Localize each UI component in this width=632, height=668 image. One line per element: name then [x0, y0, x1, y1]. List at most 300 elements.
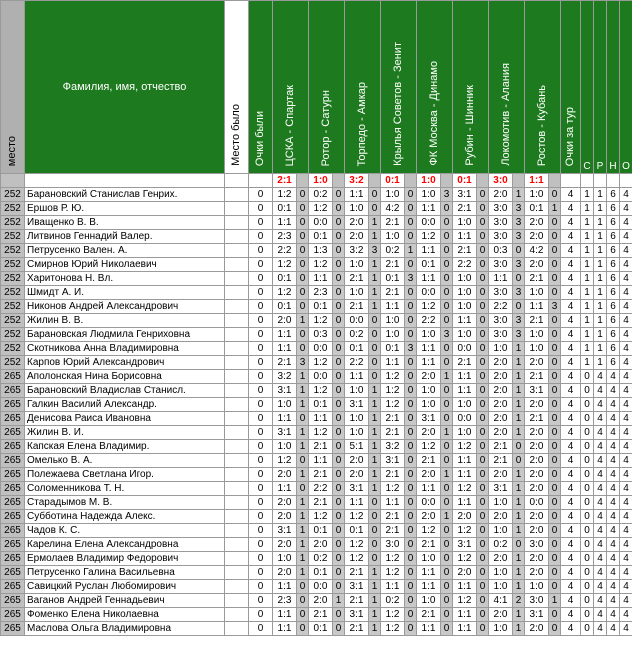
bet-points-cell: 3 — [513, 286, 525, 300]
bet-points-cell: 0 — [513, 300, 525, 314]
participant-name: Аполонская Нина Борисовна — [25, 370, 225, 384]
bet-points-cell: 0 — [549, 538, 561, 552]
header-o: О — [620, 1, 632, 174]
previous-points-cell: 0 — [249, 594, 273, 608]
table-row — [1, 510, 632, 524]
bet-score-cell: 2:2 — [273, 244, 297, 258]
header-match-8: Ростов - Кубань — [525, 1, 561, 174]
bet-points-cell: 0 — [405, 496, 417, 510]
header-row — [1, 1, 632, 174]
bet-score-cell: 0:1 — [309, 566, 333, 580]
bet-score-cell: 1:1 — [453, 370, 477, 384]
n-cell: 6 — [607, 328, 620, 342]
bet-score-cell: 0:1 — [309, 398, 333, 412]
o-cell: 4 — [620, 286, 632, 300]
previous-place-cell — [225, 356, 249, 370]
n-cell: 6 — [607, 300, 620, 314]
bet-points-cell: 3 — [369, 244, 381, 258]
bet-score-cell: 2:1 — [417, 538, 441, 552]
bet-points-cell: 0 — [441, 412, 453, 426]
bet-score-cell: 1:2 — [381, 398, 405, 412]
bet-points-cell: 0 — [477, 496, 489, 510]
bet-points-cell: 0 — [333, 524, 345, 538]
bet-score-cell: 1:0 — [345, 412, 369, 426]
bet-score-cell: 1:1 — [417, 272, 441, 286]
bet-points-cell: 0 — [369, 188, 381, 202]
bet-score-cell: 1:0 — [489, 566, 513, 580]
bet-points-cell: 0 — [549, 566, 561, 580]
bet-points-cell: 0 — [549, 440, 561, 454]
place-cell: 265 — [1, 454, 25, 468]
bet-score-cell: 0:1 — [309, 300, 333, 314]
previous-place-cell — [225, 552, 249, 566]
s-cell: 1 — [581, 216, 594, 230]
result-4: 0:1 — [381, 174, 405, 188]
table-row — [1, 398, 632, 412]
bet-score-cell: 2:3 — [273, 230, 297, 244]
result-2: 1:0 — [309, 174, 333, 188]
s-cell: 0 — [581, 454, 594, 468]
bet-score-cell: 1:1 — [417, 580, 441, 594]
bet-points-cell: 0 — [441, 580, 453, 594]
bet-points-cell: 1 — [369, 230, 381, 244]
bet-score-cell: 3:0 — [489, 202, 513, 216]
bet-score-cell: 2:0 — [489, 412, 513, 426]
bet-points-cell: 0 — [477, 454, 489, 468]
r-cell: 1 — [594, 244, 607, 258]
bet-points-cell: 1 — [549, 594, 561, 608]
previous-place-cell — [225, 272, 249, 286]
n-cell: 6 — [607, 216, 620, 230]
bet-score-cell: 3:1 — [273, 524, 297, 538]
previous-place-cell — [225, 244, 249, 258]
bet-points-cell: 0 — [405, 468, 417, 482]
bet-score-cell: 1:1 — [273, 482, 297, 496]
place-cell: 252 — [1, 356, 25, 370]
place-cell: 252 — [1, 342, 25, 356]
o-cell: 4 — [620, 594, 632, 608]
bet-points-cell: 0 — [477, 524, 489, 538]
participant-name: Смирнов Юрий Николаевич — [25, 258, 225, 272]
participant-name: Ершов Р. Ю. — [25, 202, 225, 216]
bet-points-cell: 0 — [549, 230, 561, 244]
bet-score-cell: 1:0 — [345, 202, 369, 216]
bet-score-cell: 2:0 — [345, 230, 369, 244]
bet-points-cell: 0 — [441, 314, 453, 328]
previous-points-cell: 0 — [249, 454, 273, 468]
bet-score-cell: 0:0 — [309, 370, 333, 384]
n-cell: 4 — [607, 496, 620, 510]
bet-points-cell: 0 — [405, 370, 417, 384]
bet-points-cell: 0 — [297, 230, 309, 244]
bet-score-cell: 2:0 — [489, 188, 513, 202]
bet-points-cell: 0 — [297, 608, 309, 622]
bet-score-cell: 1:1 — [309, 454, 333, 468]
bet-points-cell: 0 — [369, 538, 381, 552]
bet-points-cell: 0 — [549, 188, 561, 202]
s-cell: 0 — [581, 496, 594, 510]
bet-points-cell: 0 — [405, 202, 417, 216]
bet-score-cell: 0:0 — [417, 286, 441, 300]
table-row — [1, 426, 632, 440]
bet-points-cell: 0 — [441, 524, 453, 538]
tour-points-cell: 4 — [561, 538, 581, 552]
bet-score-cell: 2:1 — [345, 566, 369, 580]
place-cell: 252 — [1, 202, 25, 216]
previous-points-cell: 0 — [249, 622, 273, 636]
bet-score-cell: 2:1 — [489, 454, 513, 468]
bet-points-cell: 0 — [405, 230, 417, 244]
bet-score-cell: 2:1 — [417, 608, 441, 622]
bet-score-cell: 2:0 — [489, 510, 513, 524]
bet-score-cell: 1:0 — [453, 272, 477, 286]
participant-name: Маслова Ольга Владимировна — [25, 622, 225, 636]
bet-points-cell: 0 — [477, 202, 489, 216]
bet-points-cell: 1 — [297, 496, 309, 510]
bet-score-cell: 2:0 — [453, 510, 477, 524]
bet-points-cell: 0 — [405, 524, 417, 538]
bet-score-cell: 1:1 — [273, 342, 297, 356]
table-row — [1, 440, 632, 454]
place-cell: 252 — [1, 258, 25, 272]
bet-points-cell: 1 — [513, 342, 525, 356]
table-row — [1, 384, 632, 398]
place-cell: 265 — [1, 468, 25, 482]
previous-points-cell: 0 — [249, 230, 273, 244]
tour-points-cell: 4 — [561, 202, 581, 216]
bet-points-cell: 0 — [369, 314, 381, 328]
o-cell: 4 — [620, 426, 632, 440]
previous-points-cell: 0 — [249, 300, 273, 314]
bet-score-cell: 1:2 — [453, 552, 477, 566]
bet-points-cell: 0 — [405, 594, 417, 608]
bet-points-cell: 0 — [549, 426, 561, 440]
previous-place-cell — [225, 202, 249, 216]
table-row — [1, 412, 632, 426]
bet-score-cell: 2:0 — [417, 370, 441, 384]
bet-points-cell: 0 — [405, 384, 417, 398]
result-6: 0:1 — [453, 174, 477, 188]
bet-score-cell: 1:1 — [381, 356, 405, 370]
place-cell: 265 — [1, 580, 25, 594]
bet-score-cell: 1:1 — [453, 496, 477, 510]
bet-points-cell: 1 — [369, 594, 381, 608]
bet-points-cell: 1 — [513, 384, 525, 398]
r-cell: 1 — [594, 230, 607, 244]
bet-points-cell: 0 — [369, 370, 381, 384]
bet-score-cell: 1:2 — [417, 524, 441, 538]
bet-points-cell: 0 — [549, 314, 561, 328]
bet-score-cell: 2:0 — [489, 552, 513, 566]
place-cell: 252 — [1, 286, 25, 300]
s-cell: 0 — [581, 412, 594, 426]
tour-points-cell: 4 — [561, 300, 581, 314]
previous-points-cell: 0 — [249, 398, 273, 412]
bet-score-cell: 1:2 — [273, 454, 297, 468]
bet-score-cell: 1:1 — [453, 384, 477, 398]
bet-score-cell: 1:2 — [309, 258, 333, 272]
table-row — [1, 496, 632, 510]
participant-name: Шмидт А. И. — [25, 286, 225, 300]
bet-score-cell: 2:2 — [417, 314, 441, 328]
bet-score-cell: 2:2 — [309, 482, 333, 496]
previous-points-cell: 0 — [249, 370, 273, 384]
bet-points-cell: 1 — [297, 566, 309, 580]
participant-name: Савицкий Руслан Любомирович — [25, 580, 225, 594]
bet-points-cell: 1 — [297, 440, 309, 454]
bet-score-cell: 1:2 — [381, 370, 405, 384]
previous-points-cell: 0 — [249, 384, 273, 398]
bet-score-cell: 3:0 — [489, 314, 513, 328]
bet-score-cell: 3:0 — [489, 258, 513, 272]
participant-name: Соломенникова Т. Н. — [25, 482, 225, 496]
bet-score-cell: 2:0 — [273, 314, 297, 328]
n-cell: 4 — [607, 370, 620, 384]
tour-points-cell: 4 — [561, 230, 581, 244]
s-cell: 0 — [581, 524, 594, 538]
bet-score-cell: 2:0 — [273, 468, 297, 482]
bet-points-cell: 0 — [477, 440, 489, 454]
bet-score-cell: 2:0 — [525, 566, 549, 580]
n-cell: 4 — [607, 524, 620, 538]
bet-points-cell: 1 — [369, 468, 381, 482]
bet-points-cell: 3 — [513, 258, 525, 272]
bet-score-cell: 1:1 — [417, 356, 441, 370]
bet-points-cell: 1 — [513, 566, 525, 580]
bet-points-cell: 0 — [441, 622, 453, 636]
bet-score-cell: 1:1 — [417, 566, 441, 580]
bet-points-cell: 0 — [333, 272, 345, 286]
bet-score-cell: 1:1 — [309, 412, 333, 426]
r-cell: 4 — [594, 384, 607, 398]
bet-points-cell: 0 — [549, 272, 561, 286]
table-row — [1, 216, 632, 230]
bet-points-cell: 0 — [513, 538, 525, 552]
results-row — [1, 174, 632, 188]
bet-points-cell: 0 — [477, 538, 489, 552]
place-cell: 252 — [1, 230, 25, 244]
bet-points-cell: 0 — [297, 412, 309, 426]
bet-score-cell: 0:2 — [381, 244, 405, 258]
bet-score-cell: 1:0 — [381, 314, 405, 328]
bet-points-cell: 1 — [513, 580, 525, 594]
r-cell: 4 — [594, 510, 607, 524]
bet-score-cell: 1:2 — [381, 608, 405, 622]
previous-points-cell: 0 — [249, 188, 273, 202]
previous-place-cell — [225, 342, 249, 356]
o-cell: 4 — [620, 230, 632, 244]
bet-score-cell: 2:1 — [345, 594, 369, 608]
previous-points-cell: 0 — [249, 328, 273, 342]
bet-score-cell: 1:0 — [417, 328, 441, 342]
bet-score-cell: 3:1 — [525, 384, 549, 398]
header-match-6: Рубин - Шинник — [453, 1, 489, 174]
s-cell: 0 — [581, 538, 594, 552]
bet-points-cell: 1 — [369, 440, 381, 454]
tour-points-cell: 4 — [561, 426, 581, 440]
result-5: 1:0 — [417, 174, 441, 188]
s-cell: 0 — [581, 440, 594, 454]
bet-score-cell: 1:2 — [309, 510, 333, 524]
bet-score-cell: 2:1 — [309, 440, 333, 454]
bet-score-cell: 3:1 — [381, 454, 405, 468]
n-cell: 4 — [607, 468, 620, 482]
bet-points-cell: 0 — [297, 454, 309, 468]
r-cell: 4 — [594, 482, 607, 496]
n-cell: 6 — [607, 342, 620, 356]
previous-points-cell: 0 — [249, 356, 273, 370]
bet-points-cell: 0 — [549, 258, 561, 272]
previous-points-cell: 0 — [249, 468, 273, 482]
bet-score-cell: 2:0 — [273, 510, 297, 524]
bet-score-cell: 1:0 — [381, 188, 405, 202]
bet-points-cell: 0 — [441, 230, 453, 244]
s-cell: 0 — [581, 398, 594, 412]
bet-points-cell: 0 — [477, 482, 489, 496]
bet-points-cell: 0 — [333, 566, 345, 580]
bet-score-cell: 0:0 — [453, 342, 477, 356]
bet-score-cell: 1:2 — [417, 440, 441, 454]
bet-points-cell: 1 — [513, 188, 525, 202]
bet-score-cell: 1:2 — [417, 230, 441, 244]
bet-points-cell: 1 — [297, 370, 309, 384]
bet-score-cell: 2:0 — [453, 566, 477, 580]
header-match-5: ФК Москва - Динамо — [417, 1, 453, 174]
bet-score-cell: 1:1 — [453, 454, 477, 468]
previous-points-cell: 0 — [249, 244, 273, 258]
header-match-3: Торпедо - Амкар — [345, 1, 381, 174]
o-cell: 4 — [620, 258, 632, 272]
bet-score-cell: 1:1 — [273, 622, 297, 636]
r-cell: 4 — [594, 496, 607, 510]
table-row — [1, 552, 632, 566]
bet-score-cell: 2:0 — [525, 398, 549, 412]
participant-name: Скотникова Анна Владимировна — [25, 342, 225, 356]
previous-points-cell: 0 — [249, 202, 273, 216]
bet-score-cell: 3:1 — [489, 482, 513, 496]
bet-score-cell: 0:0 — [453, 412, 477, 426]
bet-points-cell: 0 — [441, 398, 453, 412]
bet-score-cell: 1:1 — [525, 300, 549, 314]
bet-points-cell: 0 — [333, 300, 345, 314]
participant-name: Капская Елена Владимир. — [25, 440, 225, 454]
bet-score-cell: 1:1 — [273, 216, 297, 230]
bet-points-cell: 1 — [513, 482, 525, 496]
n-cell: 4 — [607, 510, 620, 524]
bet-points-cell: 0 — [549, 580, 561, 594]
previous-place-cell — [225, 482, 249, 496]
n-cell: 4 — [607, 566, 620, 580]
participant-name: Иващенко В. В. — [25, 216, 225, 230]
bet-points-cell: 1 — [297, 468, 309, 482]
bet-score-cell: 1:1 — [417, 482, 441, 496]
bet-score-cell: 1:2 — [453, 524, 477, 538]
participant-name: Галкин Василий Александр. — [25, 398, 225, 412]
previous-place-cell — [225, 286, 249, 300]
r-cell: 1 — [594, 314, 607, 328]
s-cell: 0 — [581, 510, 594, 524]
table-row — [1, 524, 632, 538]
n-cell: 6 — [607, 272, 620, 286]
table-row — [1, 566, 632, 580]
bet-score-cell: 2:0 — [525, 468, 549, 482]
bet-points-cell: 1 — [369, 454, 381, 468]
o-cell: 4 — [620, 216, 632, 230]
previous-points-cell: 0 — [249, 496, 273, 510]
bet-score-cell: 0:1 — [273, 272, 297, 286]
bet-score-cell: 2:0 — [525, 230, 549, 244]
bet-points-cell: 0 — [441, 608, 453, 622]
table-row — [1, 342, 632, 356]
bet-score-cell: 3:0 — [381, 538, 405, 552]
table-row — [1, 230, 632, 244]
tour-points-cell: 4 — [561, 608, 581, 622]
previous-place-cell — [225, 300, 249, 314]
bet-score-cell: 3:1 — [273, 426, 297, 440]
bet-points-cell: 0 — [333, 370, 345, 384]
bet-points-cell: 0 — [405, 356, 417, 370]
s-cell: 1 — [581, 328, 594, 342]
s-cell: 1 — [581, 286, 594, 300]
bet-score-cell: 1:1 — [417, 622, 441, 636]
n-cell: 4 — [607, 580, 620, 594]
bet-points-cell: 0 — [297, 342, 309, 356]
n-cell: 6 — [607, 258, 620, 272]
bet-points-cell: 1 — [369, 426, 381, 440]
bet-points-cell: 1 — [513, 398, 525, 412]
bet-points-cell: 1 — [297, 314, 309, 328]
bet-score-cell: 1:2 — [381, 622, 405, 636]
bet-points-cell: 3 — [441, 328, 453, 342]
o-cell: 4 — [620, 272, 632, 286]
bet-score-cell: 1:2 — [309, 384, 333, 398]
bet-points-cell: 0 — [549, 482, 561, 496]
tour-points-cell: 4 — [561, 594, 581, 608]
bet-score-cell: 0:0 — [417, 496, 441, 510]
header-match-2: Ротор - Сатурн — [309, 1, 345, 174]
table-row — [1, 244, 632, 258]
participant-name: Субботина Надежда Алекс. — [25, 510, 225, 524]
previous-place-cell — [225, 510, 249, 524]
bet-score-cell: 4:2 — [381, 202, 405, 216]
table-row — [1, 286, 632, 300]
bet-score-cell: 3:2 — [273, 370, 297, 384]
bet-points-cell: 1 — [405, 244, 417, 258]
r-cell: 4 — [594, 538, 607, 552]
bet-points-cell: 0 — [441, 258, 453, 272]
bet-points-cell: 1 — [513, 552, 525, 566]
bet-points-cell: 0 — [333, 328, 345, 342]
bet-score-cell: 1:1 — [273, 580, 297, 594]
bet-score-cell: 2:2 — [345, 356, 369, 370]
result-7: 3:0 — [489, 174, 513, 188]
bet-points-cell: 1 — [513, 496, 525, 510]
bet-score-cell: 0:0 — [345, 314, 369, 328]
bet-points-cell: 0 — [405, 314, 417, 328]
tour-points-cell: 4 — [561, 384, 581, 398]
r-cell: 1 — [594, 356, 607, 370]
bet-score-cell: 1:0 — [345, 286, 369, 300]
bet-score-cell: 1:0 — [525, 580, 549, 594]
bet-points-cell: 0 — [297, 580, 309, 594]
bet-score-cell: 1:0 — [525, 342, 549, 356]
n-cell: 4 — [607, 538, 620, 552]
place-cell: 265 — [1, 510, 25, 524]
header-s: С — [581, 1, 594, 174]
bet-score-cell: 2:1 — [309, 608, 333, 622]
table-row — [1, 580, 632, 594]
bet-score-cell: 1:1 — [417, 244, 441, 258]
